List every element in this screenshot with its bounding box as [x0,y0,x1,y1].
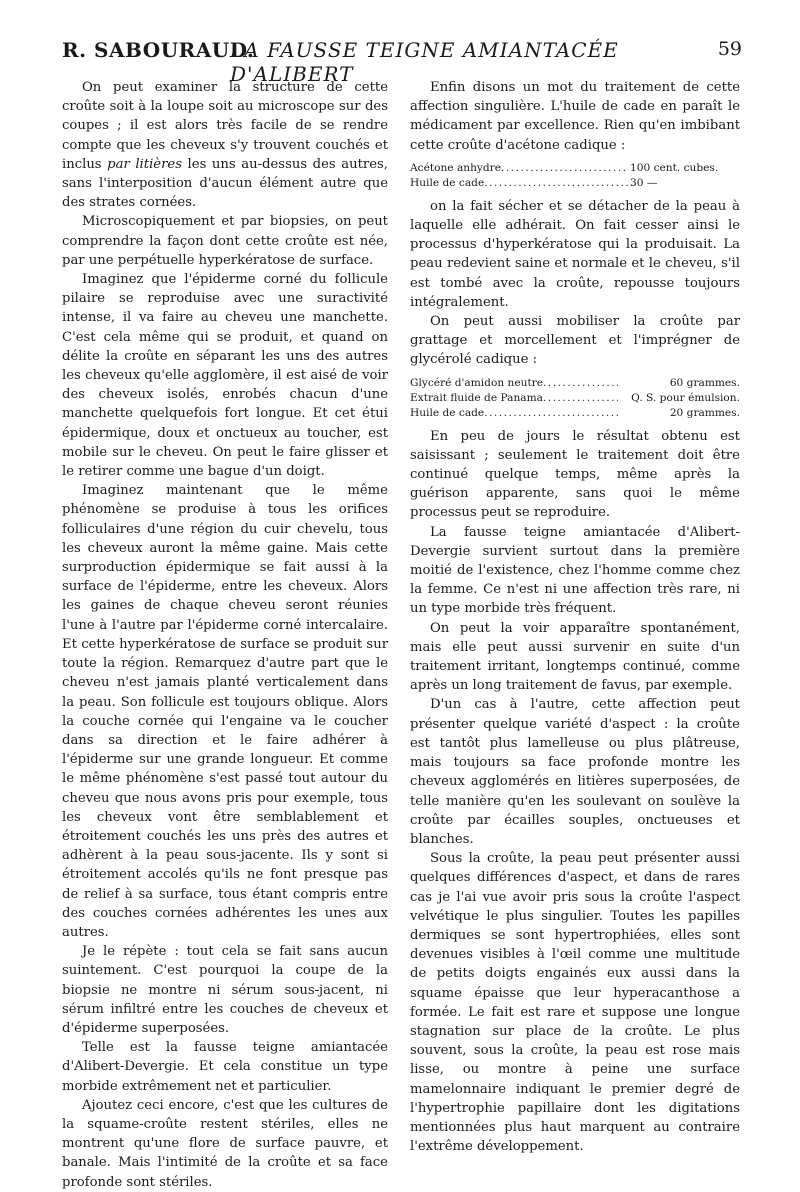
recipe-line [410,391,740,406]
paragraph [62,78,388,212]
paragraph: Enfin disons un mot du traitement de cette affection singulière. L'huile de cade en paraît le médicament par excellence. Rien qu'en imbibant cette croûte d'acétone cadique : [410,80,740,153]
paragraph-text: les uns au-dessus des autres, sans l'interposition d'aucun élément autre que des strates cornées. [62,156,388,211]
paragraph: On peut la voir apparaître spontanément, mais elle peut aussi survenir en suite d'un traitement irritant, longtemps continué, comme après un long traitement de favus, par exemple. [410,620,740,694]
ingredient-name: Huile de cade [410,176,485,189]
ingredient-quantity: Q. S. pour émulsion. [631,391,740,404]
paragraph: D'un cas à l'autre, cette affection peut présenter quelque variété d'aspect : la croûte est tantôt plus lamelleuse ou plus plâtreuse, mais toujours sa face profonde montre les cheveux agglomérés en litières superposées, de telle manière qu'en les soulevant on soulève la croûte par écailles souples, onctueuses et blanches. [410,697,740,847]
ingredient-name: Acétone anhydre [410,161,502,174]
recipe-line [410,406,740,421]
page-header [62,38,742,86]
paragraph: Imaginez que l'épiderme corné du follicule pilaire se reproduise avec une suractivité intense, il va faire au cheveu une manchette. C'est cela même qui se produit, et quand on délite la croûte en séparant les uns des autres les cheveux qu'elle agglomère, il est aisé de voir des cheveux isolés, enrobés chacun d'une manchette quelquefois fort longue. Et cet étui épidermique, doux et onctueux au toucher, est mobile sur le cheveu. On peut le faire glisser et le retirer comme une bague d'un doigt. [62,272,388,480]
ingredient-quantity: 60 grammes. [669,376,740,389]
ingredient-name: Extrait fluide de Panama [410,391,543,404]
paragraph: Microscopiquement et par biopsies, on peut comprendre la façon dont cette croûte est née, par une perpétuelle hyperkératose de surface. [62,214,388,268]
recipe-line [410,176,740,191]
recipe-line [410,161,740,176]
ingredient-name: Huile de cade [410,406,485,419]
paragraph: Imaginez maintenant que le même phénomène se produise à tous les orifices folliculaires d'une région du cuir chevelu, tous les cheveux auront la même gaine. Mais cette surproduction épidermique se fait aussi à la surface de l'épiderme, entre les cheveux. Alors les gaines de chaque cheveu seront réunies l'une à l'autre par l'épiderme corné intercalaire. Et cette hyperkératose de surface se produit sur toute la région. Remarquez d'autre part que le cheveu n'est jamais planté verticalement dans la peau. Son follicule est toujours oblique. Alors la couche cornée qui l'engaine va le coucher dans sa direction et le faire adhérer à l'épiderme sur une grande longueur. Et comme le même phénomène s'est passé tout autour du cheveu que nous avons pris pour exemple, tous les cheveux vont être semblablement et étroitement couchés les uns près des autres et adhèrent à la peau sous-jacente. Ils y sont si étroitement accolés qu'ils ne font presque pas de relief à sa surface, tous étant compris entre des couches cornées adhérentes les unes aux autres. [62,483,388,940]
ingredient-name: Glycéré d'amidon neutre [410,376,544,389]
paragraph: on la fait sécher et se détacher de la peau à laquelle elle adhérait. On fait cesser ainsi le processus d'hyperkératose qui la produisait. La peau redevient saine et normale et le cheveu, s'il est tombé avec la croûte, repousse toujours intégralement. [410,198,740,310]
ingredient-quantity: 20 grammes. [669,406,740,419]
running-head-title: LA FAUSSE TEIGNE AMIANTACÉE D'ALIBERT [230,38,619,86]
running-head-author: R. SABOURAUD. [62,38,255,62]
recipe-acetone [410,161,740,191]
left-column [62,78,388,1192]
page-number: 59 [717,38,742,60]
recipe-glycerole [410,376,740,421]
paragraph: On peut aussi mobiliser la croûte par grattage et morcellement et l'imprégner de glycérolé cadique : [410,314,740,368]
paragraph: Sous la croûte, la peau peut présenter aussi quelques différences d'aspect, et dans de rares cas je l'ai vue avoir pris sous la croûte l'aspect velvétique le plus singulier. Toutes les papilles dermiques se sont hypertrophiées, elles sont devenues visibles à l'œil comme une multitude de petits doigts engainés eux aussi dans la squame épaisse que leur hyperacanthose a formée. Le fait est rare et suppose une longue stagnation sur place de la croûte. Le plus souvent, sous la croûte, la peau est rose mais lisse, ou montre à peine une surface mamelonnaire indiquant le premier degré de l'hypertrophie papillaire dont les digitations mentionnées plus haut marquent au contraire l'extrême développement. [410,851,740,1155]
ingredient-quantity: 100 cent. cubes. [630,161,719,174]
paragraph: Je le répète : tout cela se fait sans aucun suintement. C'est pourquoi la coupe de la biopsie ne montre ni sérum sous-jacent, ni sérum infiltré entre les couches de cheveux et d'épiderme superposées. [62,944,388,1036]
paragraph: Telle est la fausse teigne amiantacée d'Alibert-Devergie. Et cela constitue un type morbide extrêmement net et particulier. [62,1040,388,1094]
emphasis: par litières [107,156,182,172]
paragraph: Ajoutez ceci encore, c'est que les cultures de la squame-croûte restent stériles, elles ne montrent qu'une flore de surface pauvre, et banale. Mais l'intimité de la croûte et sa face profonde sont stériles. [62,1097,388,1190]
paragraph: La fausse teigne amiantacée d'Alibert-Devergie survient surtout dans la première moitié de l'existence, chez l'homme comme chez la femme. Ce n'est ni une affection très rare, ni un type morbide très fréquent. [410,524,740,617]
paragraph-text: On peut examiner la structure de cette croûte soit à la loupe soit au microscope sur des coupes ; il est alors très facile de se rendre compte que les cheveux s'y trouvent couchés et inclus [62,80,388,172]
right-column [410,78,740,1156]
paragraph: En peu de jours le résultat obtenu est saisissant ; seulement le traitement doit être continué quelque temps, même après la guérison apparente, sans quoi le même processus peut se reproduire. [410,428,740,521]
recipe-line [410,376,740,391]
ingredient-quantity: 30 — [630,176,658,189]
